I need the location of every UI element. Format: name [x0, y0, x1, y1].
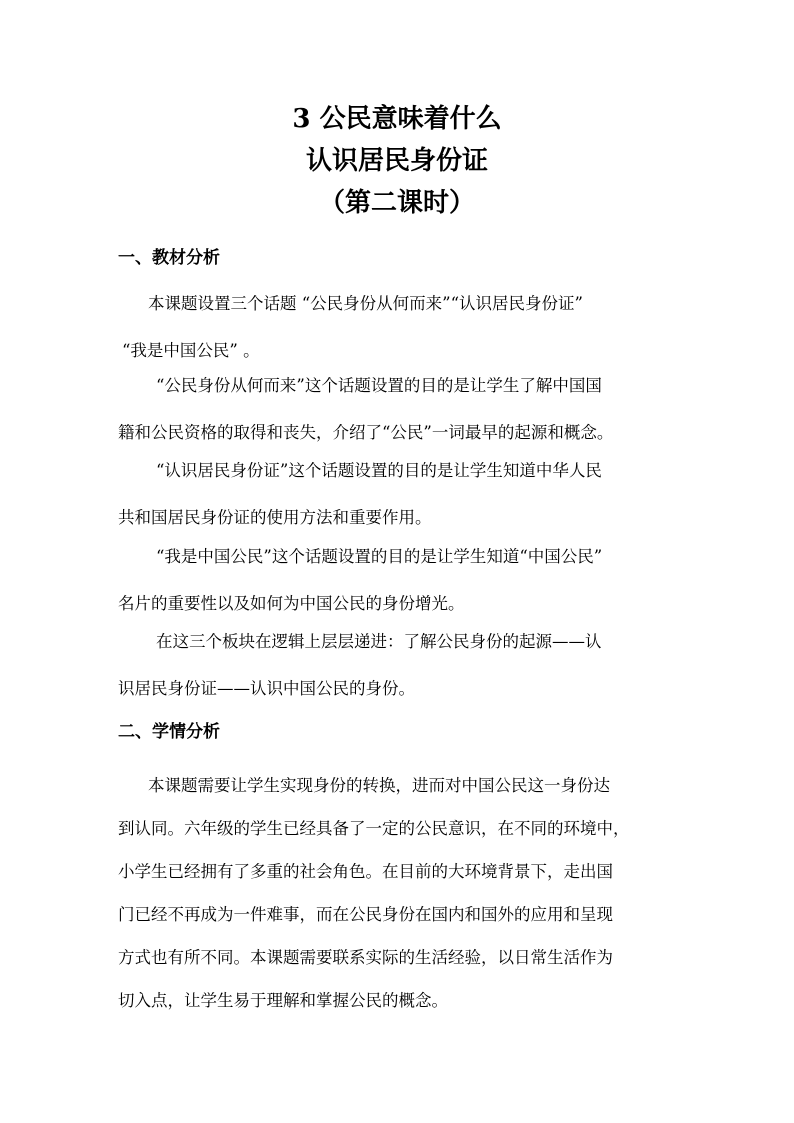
- document-title: [0, 98, 794, 224]
- section-heading-learner-analysis: 二、学情分析: [118, 722, 220, 742]
- section-heading-textbook-analysis: 一、教材分析: [118, 248, 220, 268]
- title-line-3: （第二课时）: [318, 188, 475, 218]
- document-page: 3 公民意味着什么 认识居民身份证 （第二课时） 一、教材分析 本课题设置三个话题 “公民身份从何而来”“认识居民身份证” “我是中国公民” 。 “公民身份从何而来”这个话题设置的目的是让学生了解中国国 籍和公民资格的取得和丧失，介绍了“公民”一词最早的起源和概念。 “认识居民身份证”这个话题设置的目的是让学生知道中华人民 共和国居民身份证的使用方法和重要作用。 “我是中国公民”这个话题设置的目的是让学生知道“中国公民” 名片的重要性以及如何为中国公民的身份增光。 在这三个板块在逻辑上层层递进：了解公民身份的起源——认 识居民身份证——认识中国公民的身份。 二、学情分析 本课题需要让学生实现身份的转换，进而对中国公民这一身份达 到认同。六年级的学生已经具备了一定的公民意识，在不同的环境中， 小学生已经拥有了多重的社会角色。在目前的大环境背景下，走出国 门已经不再成为一件难事，而在公民身份在国内和国外的应用和呈现 方式也有所不同。本课题需要联系实际的生活经验，以日常生活作为 切入点，让学生易于理解和掌握公民的概念。: [0, 0, 794, 1123]
- title-line-2: 认识居民身份证: [305, 146, 488, 176]
- title-line-1: 3 公民意味着什么: [292, 104, 502, 134]
